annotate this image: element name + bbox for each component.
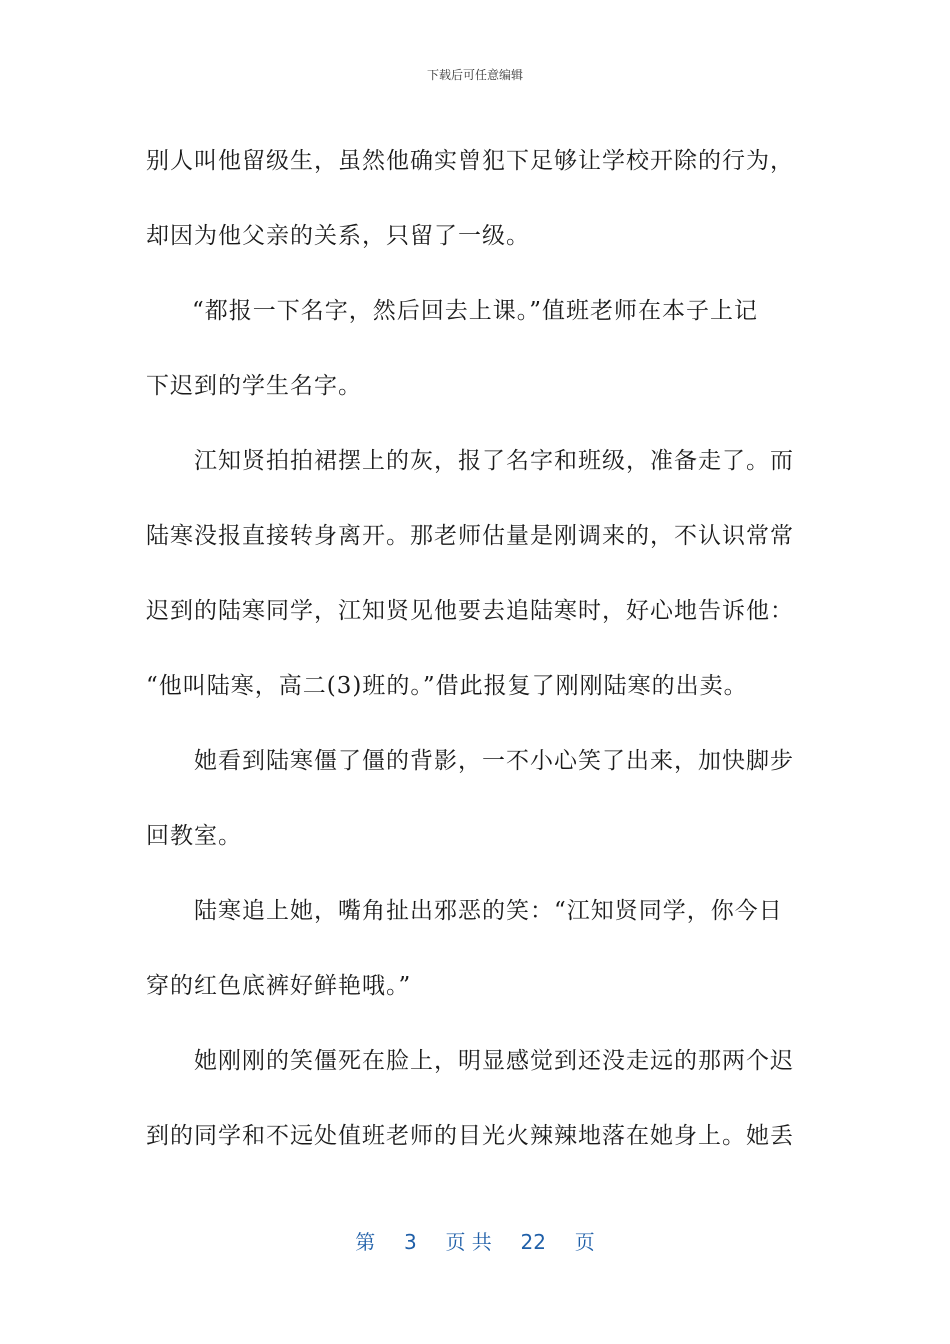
text-line: 她看到陆寒僵了僵的背影，一不小心笑了出来，加快脚步 bbox=[194, 748, 794, 774]
page-number-footer bbox=[0, 1226, 950, 1255]
footer-middle: 页 共 bbox=[445, 1230, 492, 1254]
text-line: 迟到的陆寒同学，江知贤见他要去追陆寒时，好心地告诉他： bbox=[146, 598, 794, 624]
text-line: 到的同学和不远处值班老师的目光火辣辣地落在她身上。她丢 bbox=[146, 1123, 794, 1149]
text-line: 穿的红色底裤好鲜艳哦。” bbox=[146, 973, 412, 999]
text-line: 她刚刚的笑僵死在脸上，明显感觉到还没走远的那两个迟 bbox=[194, 1048, 794, 1074]
text-line: 江知贤拍拍裙摆上的灰，报了名字和班级，准备走了。而 bbox=[194, 448, 794, 474]
text-line: “他叫陆寒，高二(3)班的。”借此报复了刚刚陆寒的出卖。 bbox=[146, 673, 748, 699]
paragraph-2 bbox=[146, 274, 796, 424]
paragraph-6 bbox=[146, 1024, 796, 1174]
text-line: 陆寒没报直接转身离开。那老师估量是刚调来的，不认识常常 bbox=[146, 523, 794, 549]
header-note: 下载后可任意编辑 bbox=[426, 68, 523, 82]
paragraph-1 bbox=[146, 124, 796, 274]
footer-prefix: 第 bbox=[355, 1230, 376, 1254]
text-line: 回教室。 bbox=[146, 823, 242, 849]
document-body bbox=[146, 124, 796, 1174]
footer-suffix: 页 bbox=[574, 1230, 595, 1254]
paragraph-4 bbox=[146, 724, 796, 874]
text-line: 下迟到的学生名字。 bbox=[146, 373, 362, 399]
text-line: 陆寒追上她，嘴角扯出邪恶的笑：“江知贤同学，你今日 bbox=[194, 898, 783, 924]
current-page-number: 3 bbox=[404, 1230, 417, 1254]
paragraph-5 bbox=[146, 874, 796, 1024]
text-line: 别人叫他留级生，虽然他确实曾犯下足够让学校开除的行为， bbox=[146, 148, 794, 174]
text-line: “都报一下名字，然后回去上课。”值班老师在本子上记 bbox=[192, 298, 759, 324]
total-page-count: 22 bbox=[520, 1230, 546, 1254]
paragraph-3 bbox=[146, 424, 796, 724]
text-line: 却因为他父亲的关系，只留了一级。 bbox=[146, 223, 530, 249]
